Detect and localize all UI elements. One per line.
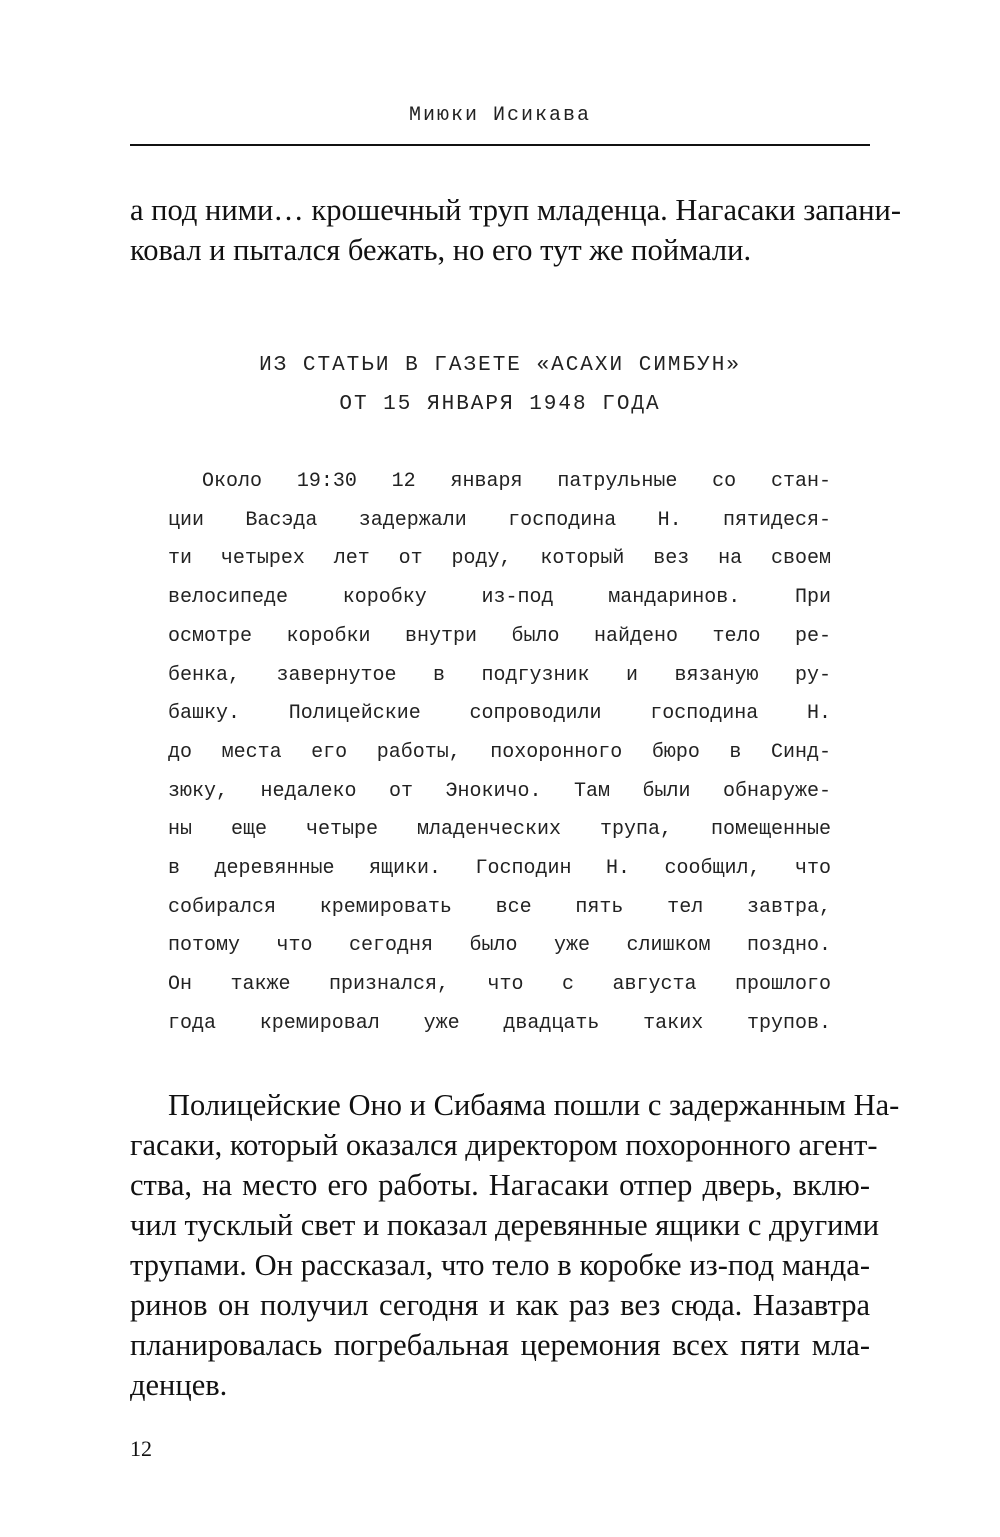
clipping-line: осмотре коробки внутри было найдено тело ре- <box>168 624 831 648</box>
article-heading-line-2: ОТ 15 ЯНВАРЯ 1948 ГОДА <box>339 393 661 416</box>
clipping-line: Он также признался, что с августа прошлого <box>168 973 831 997</box>
text-line: ринов он получил сегодня и как раз вез сюда. Назавтра <box>130 1288 870 1322</box>
header-rule <box>130 144 870 146</box>
clipping-line: до места его работы, похоронного бюро в Синд- <box>168 740 831 764</box>
clipping-line: велосипеде коробку из-под мандаринов. При <box>168 586 831 610</box>
text-line: денцев. <box>130 1368 228 1402</box>
clipping-line: потому что сегодня было уже слишком поздно. <box>168 934 831 958</box>
paragraph-top <box>130 190 902 270</box>
text-line: гасаки, который оказался директором похоронного агент- <box>130 1128 878 1162</box>
clipping-line: ны еще четыре младенческих трупа, помещенные <box>168 818 831 842</box>
clipping-line: Около 19:30 12 января патрульные со стан- <box>202 470 831 493</box>
clipping-line: ции Васэда задержали господина Н. пятидеся- <box>168 508 831 532</box>
article-heading-line-1: ИЗ СТАТЬИ В ГАЗЕТЕ «АСАХИ СИМБУН» <box>259 354 741 377</box>
page-number: 12 <box>130 1436 152 1461</box>
clipping-line: собирался кремировать все пять тел завтра, <box>168 895 831 919</box>
text-line: а под ними… крошечный труп младенца. Нагасаки запани- <box>130 193 902 227</box>
clipping-line: зюку, недалеко от Энокичо. Там были обнаруже- <box>168 779 831 803</box>
text-line: ковал и пытался бежать, но его тут же поймали. <box>130 233 752 267</box>
text-line: трупами. Он рассказал, что тело в коробке из-под манда- <box>130 1248 870 1282</box>
paragraph-bottom <box>130 1085 900 1405</box>
clipping-line: года кремировал уже двадцать таких трупов. <box>168 1011 831 1035</box>
clipping-line: бенка, завернутое в подгузник и вязаную ру- <box>168 663 831 687</box>
newspaper-clipping <box>168 463 831 1044</box>
clipping-line: башку. Полицейские сопроводили господина Н. <box>168 702 831 726</box>
text-line: Полицейские Оно и Сибаяма пошли с задержанным На- <box>168 1088 900 1122</box>
running-head-author: Миюки Исикава <box>408 104 592 127</box>
text-line: планировалась погребальная церемония всех пяти мла- <box>130 1328 870 1362</box>
article-heading <box>130 346 870 424</box>
text-line: чил тусклый свет и показал деревянные ящики с другими <box>130 1208 880 1242</box>
text-line: ства, на место его работы. Нагасаки отпер дверь, вклю- <box>130 1168 870 1202</box>
clipping-line: ти четырех лет от роду, который вез на своем <box>168 547 831 571</box>
clipping-line: в деревянные ящики. Господин Н. сообщил, что <box>168 857 831 881</box>
